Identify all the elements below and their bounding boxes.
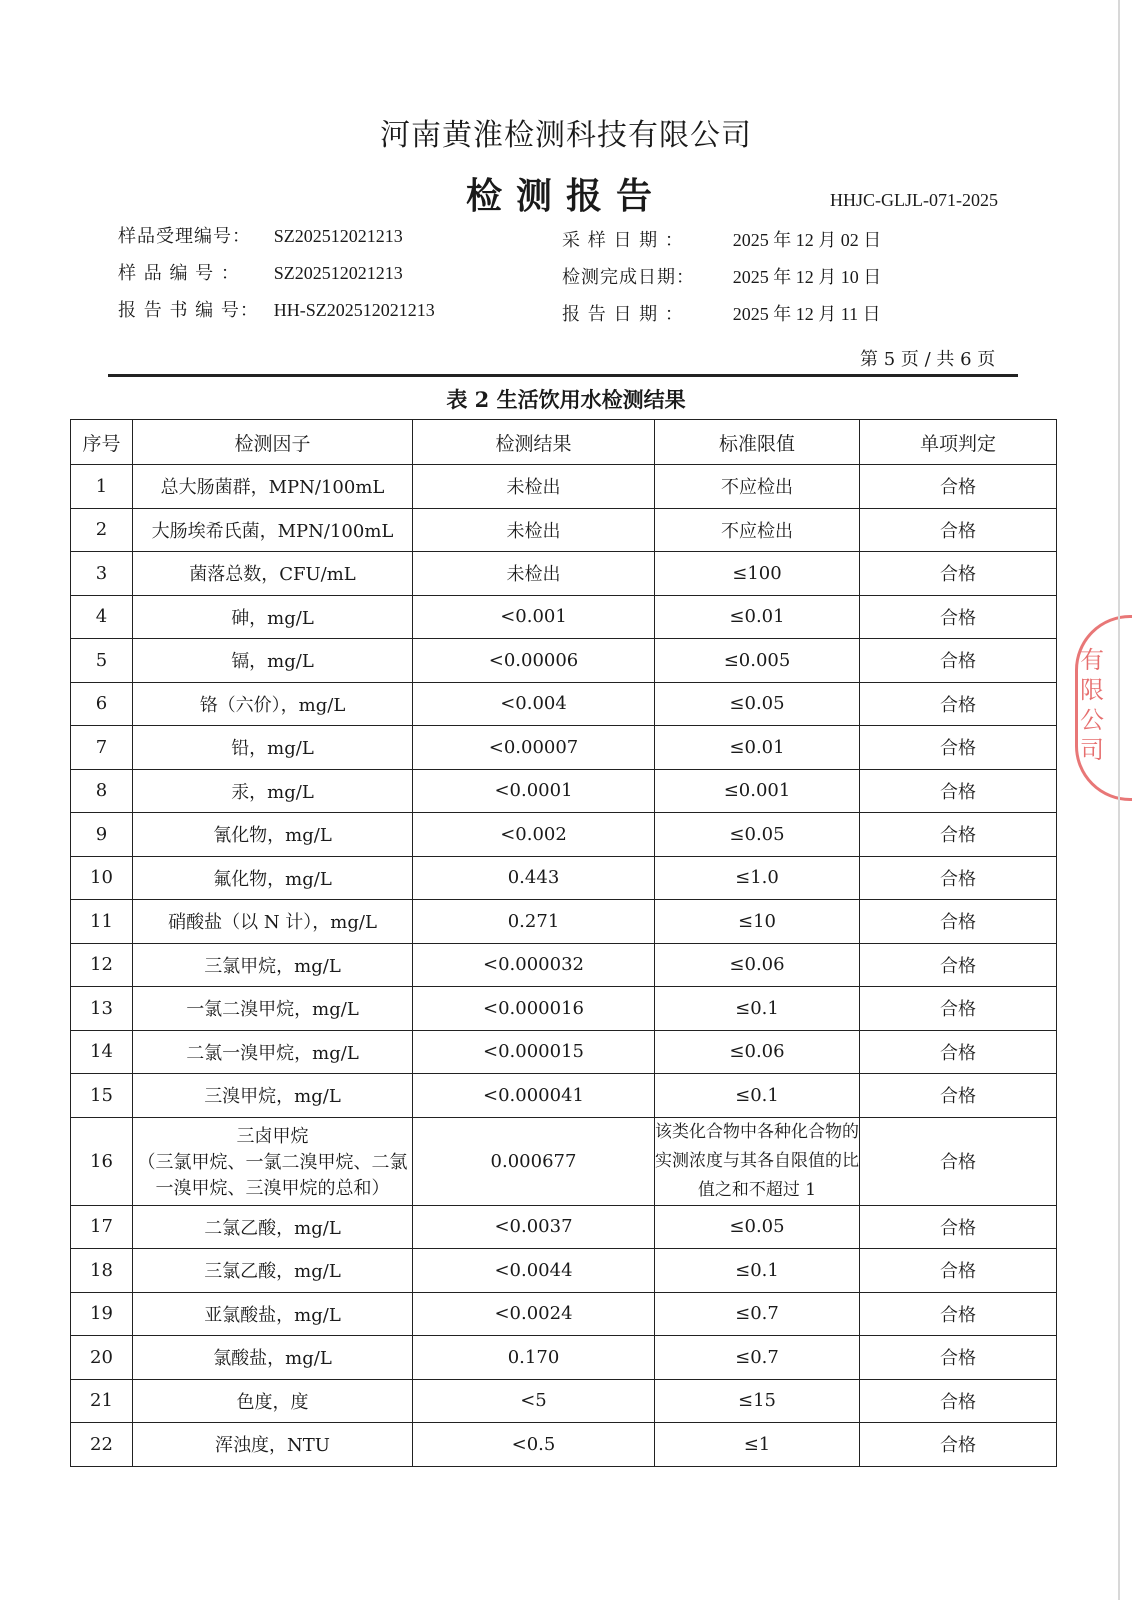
cell-no: 14: [71, 1030, 133, 1074]
seal-text: 有限公司: [1080, 646, 1104, 764]
cell-verdict: 合格: [860, 1292, 1057, 1336]
cell-factor: 二氯乙酸，mg/L: [133, 1205, 413, 1249]
table-row: [71, 1379, 1057, 1423]
table-row: [71, 1030, 1057, 1074]
header-cell: 序号: [71, 420, 133, 465]
cell-factor: 亚氯酸盐，mg/L: [133, 1292, 413, 1336]
cell-factor: 二氯一溴甲烷，mg/L: [133, 1030, 413, 1074]
info-row: [118, 222, 403, 248]
cell-verdict: 合格: [860, 465, 1057, 509]
table-header-row: [71, 420, 1057, 465]
cell-factor: 一氯二溴甲烷，mg/L: [133, 987, 413, 1031]
cell-no: 11: [71, 900, 133, 944]
cell-limit: ≤1.0: [655, 856, 860, 900]
info-row: [562, 263, 881, 289]
factor-name: 三卤甲烷: [236, 1126, 309, 1147]
cell-factor: 大肠埃希氏菌，MPN/100mL: [133, 508, 413, 552]
cell-factor: 汞，mg/L: [133, 769, 413, 813]
cell-no: 9: [71, 813, 133, 857]
cell-result: <5: [413, 1379, 655, 1423]
cell-factor: 三氯甲烷，mg/L: [133, 943, 413, 987]
cell-factor: 硝酸盐（以 N 计），mg/L: [133, 900, 413, 944]
info-label: 样 品 编 号 ：: [118, 263, 240, 284]
cell-limit: ≤0.1: [655, 987, 860, 1031]
cell-no: 21: [71, 1379, 133, 1423]
cell-verdict: 合格: [860, 595, 1057, 639]
info-value: SZ202512021213: [273, 263, 403, 283]
cell-verdict: 合格: [860, 682, 1057, 726]
table-row: [71, 465, 1057, 509]
cell-no: 16: [71, 1117, 133, 1205]
cell-no: 4: [71, 595, 133, 639]
info-label: 报 告 书 编 号：: [118, 300, 259, 321]
cell-limit: ≤0.005: [655, 639, 860, 683]
cell-verdict: 合格: [860, 639, 1057, 683]
table-row: [71, 813, 1057, 857]
cell-verdict: 合格: [860, 508, 1057, 552]
cell-no: 15: [71, 1074, 133, 1118]
cell-result: <0.5: [413, 1423, 655, 1467]
cell-result: <0.00006: [413, 639, 655, 683]
info-value: SZ202512021213: [273, 226, 403, 246]
header-cell: 检测因子: [133, 420, 413, 465]
cell-limit: ≤10: [655, 900, 860, 944]
cell-limit: ≤0.05: [655, 813, 860, 857]
cell-verdict: 合格: [860, 1336, 1057, 1380]
cell-limit: 该类化合物中各种化合物的实测浓度与其各自限值的比值之和不超过 1: [655, 1117, 860, 1205]
table-row: [71, 856, 1057, 900]
cell-factor: 三氯乙酸，mg/L: [133, 1249, 413, 1293]
cell-limit: ≤0.01: [655, 595, 860, 639]
cell-factor: [133, 1117, 413, 1205]
cell-verdict: 合格: [860, 1205, 1057, 1249]
header-cell: 标准限值: [655, 420, 860, 465]
cell-no: 20: [71, 1336, 133, 1380]
header-cell: 检测结果: [413, 420, 655, 465]
cell-result: <0.0044: [413, 1249, 655, 1293]
table-row: [71, 1249, 1057, 1293]
cell-result: <0.001: [413, 595, 655, 639]
cell-verdict: 合格: [860, 900, 1057, 944]
cell-result: 0.271: [413, 900, 655, 944]
cell-limit: ≤15: [655, 1379, 860, 1423]
cell-result: 未检出: [413, 552, 655, 596]
table-row: [71, 943, 1057, 987]
cell-verdict: 合格: [860, 1249, 1057, 1293]
info-row: [118, 259, 403, 285]
cell-limit: ≤100: [655, 552, 860, 596]
cell-factor: 铬（六价），mg/L: [133, 682, 413, 726]
report-title: 检测报告: [465, 175, 666, 217]
cell-limit: ≤0.1: [655, 1249, 860, 1293]
cell-verdict: 合格: [860, 1423, 1057, 1467]
table-row: [71, 639, 1057, 683]
cell-result: 0.170: [413, 1336, 655, 1380]
cell-result: 0.443: [413, 856, 655, 900]
cell-verdict: 合格: [860, 813, 1057, 857]
cell-no: 8: [71, 769, 133, 813]
cell-verdict: 合格: [860, 856, 1057, 900]
cell-factor: 氯酸盐，mg/L: [133, 1336, 413, 1380]
table-row: [71, 1205, 1057, 1249]
cell-no: 3: [71, 552, 133, 596]
header-cell: 单项判定: [860, 420, 1057, 465]
info-value: HH-SZ202512021213: [273, 300, 435, 320]
cell-limit: 不应检出: [655, 465, 860, 509]
cell-verdict: 合格: [860, 943, 1057, 987]
cell-factor: 镉，mg/L: [133, 639, 413, 683]
cell-result: <0.004: [413, 682, 655, 726]
info-value: 2025 年 12 月 11 日: [732, 304, 881, 324]
table-row: [71, 1074, 1057, 1118]
cell-limit: ≤0.1: [655, 1074, 860, 1118]
cell-limit: ≤0.05: [655, 682, 860, 726]
table-row: [71, 595, 1057, 639]
cell-result: 未检出: [413, 508, 655, 552]
cell-verdict: 合格: [860, 769, 1057, 813]
page-number: 第 5 页 / 共 6 页: [860, 349, 996, 370]
cell-factor: 浑浊度，NTU: [133, 1423, 413, 1467]
cell-no: 18: [71, 1249, 133, 1293]
cell-factor: 总大肠菌群，MPN/100mL: [133, 465, 413, 509]
cell-factor: 铅，mg/L: [133, 726, 413, 770]
cell-result: <0.0024: [413, 1292, 655, 1336]
info-row: [562, 300, 881, 326]
table-row: [71, 726, 1057, 770]
info-label: 采 样 日 期 ：: [562, 230, 684, 251]
company-name: 河南黄淮检测科技有限公司: [380, 118, 752, 153]
cell-result: 未检出: [413, 465, 655, 509]
table-row: [71, 508, 1057, 552]
table-row: [71, 900, 1057, 944]
doc-code: HHJC-GLJL-071-2025: [830, 190, 998, 210]
cell-no: 10: [71, 856, 133, 900]
cell-verdict: 合格: [860, 726, 1057, 770]
table-row: [71, 682, 1057, 726]
cell-limit: ≤0.05: [655, 1205, 860, 1249]
cell-limit: ≤1: [655, 1423, 860, 1467]
cell-limit: 不应检出: [655, 508, 860, 552]
cell-verdict: 合格: [860, 1074, 1057, 1118]
cell-factor: 氟化物，mg/L: [133, 856, 413, 900]
header-divider: [108, 374, 1018, 377]
info-row: [118, 296, 435, 322]
cell-verdict: 合格: [860, 987, 1057, 1031]
cell-verdict: 合格: [860, 1117, 1057, 1205]
cell-verdict: 合格: [860, 552, 1057, 596]
cell-no: 17: [71, 1205, 133, 1249]
cell-result: <0.000032: [413, 943, 655, 987]
cell-verdict: 合格: [860, 1030, 1057, 1074]
cell-no: 2: [71, 508, 133, 552]
cell-no: 1: [71, 465, 133, 509]
cell-limit: ≤0.001: [655, 769, 860, 813]
info-value: 2025 年 12 月 10 日: [732, 267, 882, 287]
cell-factor: 色度，度: [133, 1379, 413, 1423]
cell-result: <0.00007: [413, 726, 655, 770]
cell-result: <0.000016: [413, 987, 655, 1031]
cell-verdict: 合格: [860, 1379, 1057, 1423]
page-edge: [1118, 0, 1120, 1600]
cell-no: 12: [71, 943, 133, 987]
cell-factor: 氰化物，mg/L: [133, 813, 413, 857]
cell-result: <0.000015: [413, 1030, 655, 1074]
table-row: [71, 1423, 1057, 1467]
cell-no: 22: [71, 1423, 133, 1467]
table-row: [71, 552, 1057, 596]
cell-limit: ≤0.01: [655, 726, 860, 770]
info-value: 2025 年 12 月 02 日: [732, 230, 882, 250]
table-title: 表 2 生活饮用水检测结果: [446, 387, 686, 412]
cell-no: 7: [71, 726, 133, 770]
cell-limit: ≤0.7: [655, 1336, 860, 1380]
table-row: [71, 987, 1057, 1031]
info-label: 检测完成日期：: [562, 267, 695, 288]
cell-factor: 菌落总数，CFU/mL: [133, 552, 413, 596]
cell-no: 13: [71, 987, 133, 1031]
cell-limit: ≤0.7: [655, 1292, 860, 1336]
cell-limit: ≤0.06: [655, 943, 860, 987]
table-row: [71, 1336, 1057, 1380]
cell-result: <0.0037: [413, 1205, 655, 1249]
cell-result: <0.0001: [413, 769, 655, 813]
info-label: 报 告 日 期 ：: [562, 304, 684, 325]
table-row: [71, 1292, 1057, 1336]
cell-result: 0.000677: [413, 1117, 655, 1205]
cell-result: <0.000041: [413, 1074, 655, 1118]
info-label: 样品受理编号：: [118, 226, 251, 247]
info-row: [562, 226, 881, 252]
table-row: [71, 1117, 1057, 1205]
results-table: [70, 419, 1057, 1467]
cell-no: 19: [71, 1292, 133, 1336]
cell-limit: ≤0.06: [655, 1030, 860, 1074]
cell-no: 5: [71, 639, 133, 683]
cell-result: <0.002: [413, 813, 655, 857]
factor-note: （三氯甲烷、一氯二溴甲烷、二氯一溴甲烷、三溴甲烷的总和）: [137, 1152, 408, 1199]
cell-factor: 砷，mg/L: [133, 595, 413, 639]
cell-no: 6: [71, 682, 133, 726]
cell-factor: 三溴甲烷，mg/L: [133, 1074, 413, 1118]
table-row: [71, 769, 1057, 813]
